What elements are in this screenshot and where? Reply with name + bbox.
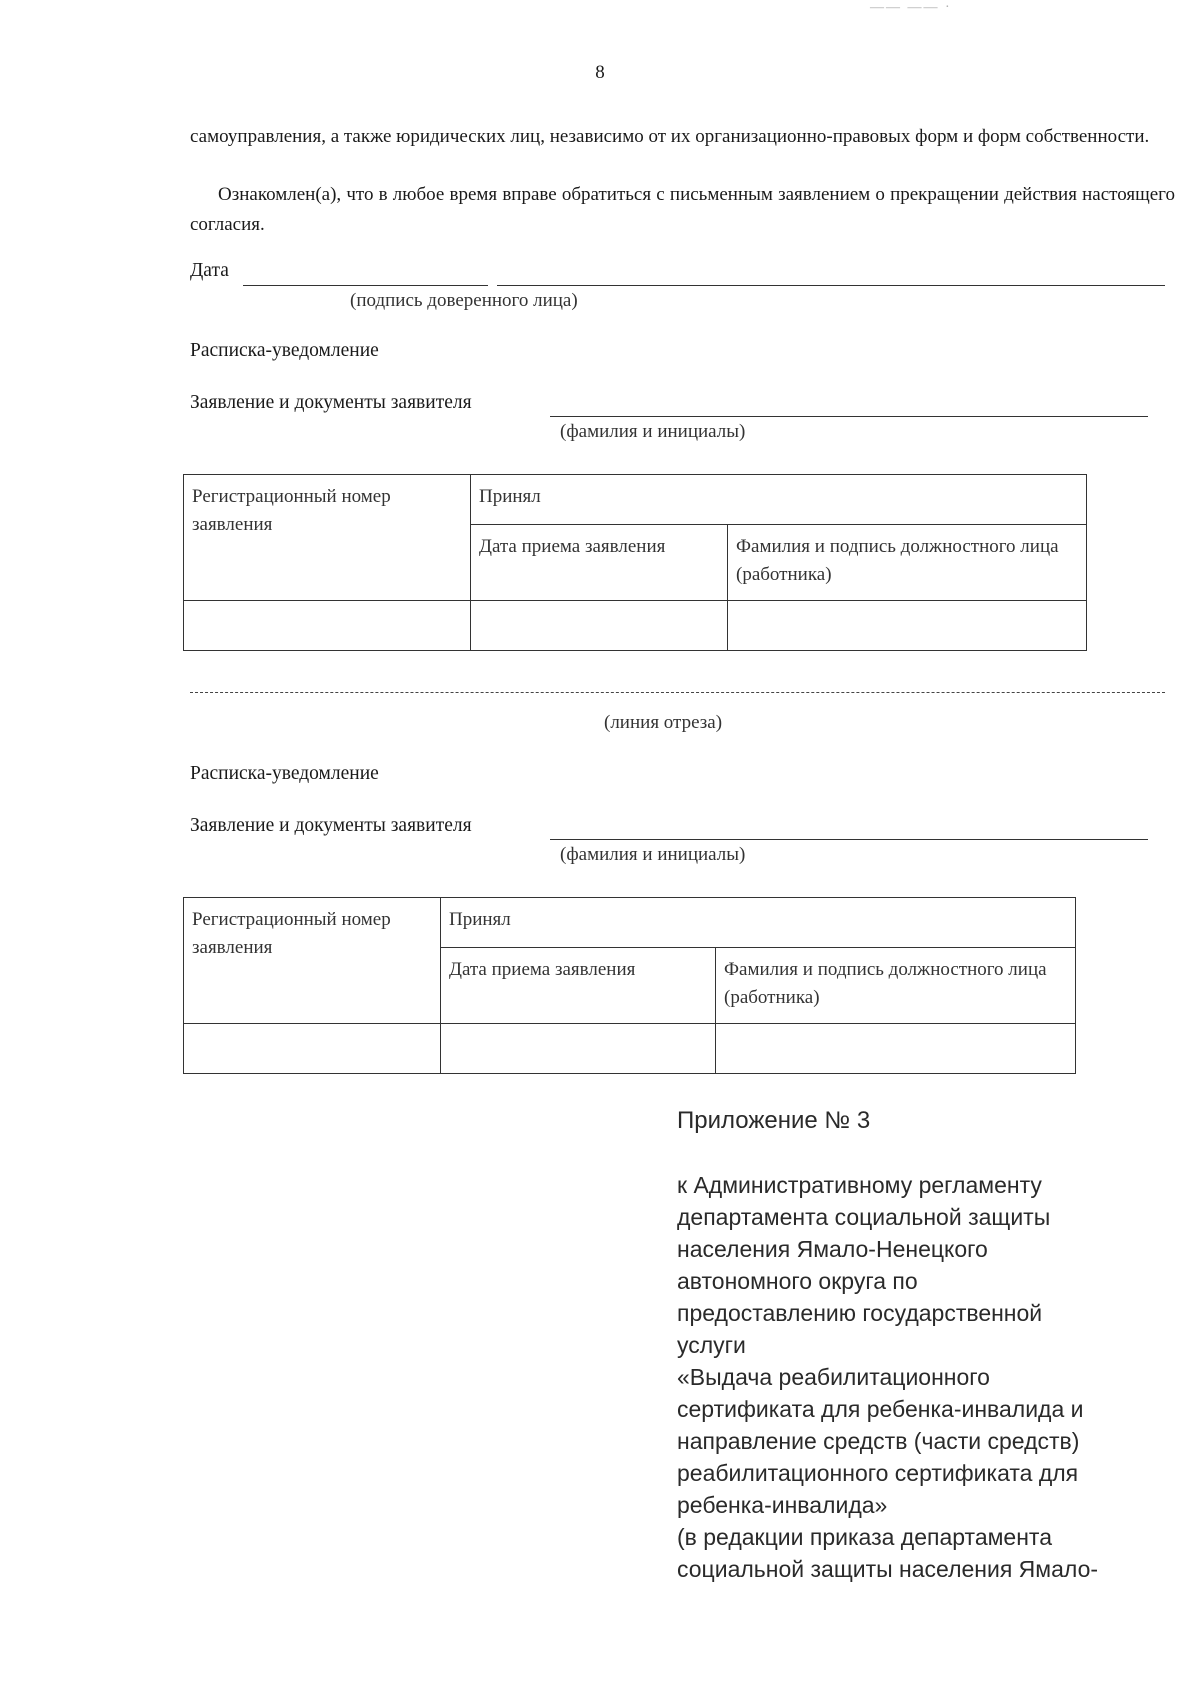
applicant-label: Заявление и документы заявителя bbox=[190, 392, 472, 413]
date-field-line bbox=[243, 285, 488, 286]
official-cell[interactable] bbox=[716, 1024, 1076, 1074]
date-received-header: Дата приема заявления bbox=[471, 525, 728, 601]
reg-number-cell[interactable] bbox=[184, 1024, 441, 1074]
paragraph-continuation: самоуправления, а также юридических лиц, независимо от их организационно-правовых форм и форм собственности. bbox=[190, 126, 1150, 147]
accepted-header: Принял bbox=[471, 475, 1087, 525]
receipt-table bbox=[183, 897, 1076, 1074]
applicant-caption: (фамилия и инициалы) bbox=[560, 844, 746, 865]
scan-marks: —— —— · bbox=[870, 0, 952, 15]
date-received-cell[interactable] bbox=[471, 601, 728, 651]
applicant-name-line bbox=[550, 416, 1148, 417]
cut-line bbox=[190, 692, 1165, 693]
cut-line-caption: (линия отреза) bbox=[604, 712, 723, 733]
reg-number-header: Регистрационный номер заявления bbox=[184, 898, 441, 1024]
receipt-title: Расписка-уведомление bbox=[190, 340, 379, 361]
date-received-cell[interactable] bbox=[441, 1024, 716, 1074]
date-label: Дата bbox=[190, 260, 229, 281]
receipt-title: Расписка-уведомление bbox=[190, 763, 379, 784]
reg-number-cell[interactable] bbox=[184, 601, 471, 651]
signature-field-line bbox=[497, 285, 1165, 286]
paragraph-withdrawal-notice: Ознакомлен(а), что в любое время вправе обратиться с письменным заявлением о прекращении действия настоящего согласия. bbox=[190, 184, 1175, 235]
applicant-name-line bbox=[550, 839, 1148, 840]
receipt-table bbox=[183, 474, 1087, 651]
official-header: Фамилия и подпись должностного лица (работника) bbox=[728, 525, 1087, 601]
official-header: Фамилия и подпись должностного лица (работника) bbox=[716, 948, 1076, 1024]
page-number: 8 bbox=[595, 62, 605, 83]
appendix-body: к Административному регламенту департамента социальной защиты населения Ямало-Ненецкого автономного округа по предоставлению государственной услуги «Выдача реабилитационного сертификата для ребенка-инвалида и направление средств (части средств) реабилитационного сертификата для ребенка-инвалида» (в редакции приказа департамента социальной защиты населения Ямало- bbox=[677, 1172, 1099, 1582]
accepted-header: Принял bbox=[441, 898, 1076, 948]
date-received-header: Дата приема заявления bbox=[441, 948, 716, 1024]
official-cell[interactable] bbox=[728, 601, 1087, 651]
appendix-title: Приложение № 3 bbox=[677, 1107, 871, 1134]
reg-number-header: Регистрационный номер заявления bbox=[184, 475, 471, 601]
signature-caption: (подпись доверенного лица) bbox=[350, 290, 578, 311]
applicant-label: Заявление и документы заявителя bbox=[190, 815, 472, 836]
applicant-caption: (фамилия и инициалы) bbox=[560, 421, 746, 442]
